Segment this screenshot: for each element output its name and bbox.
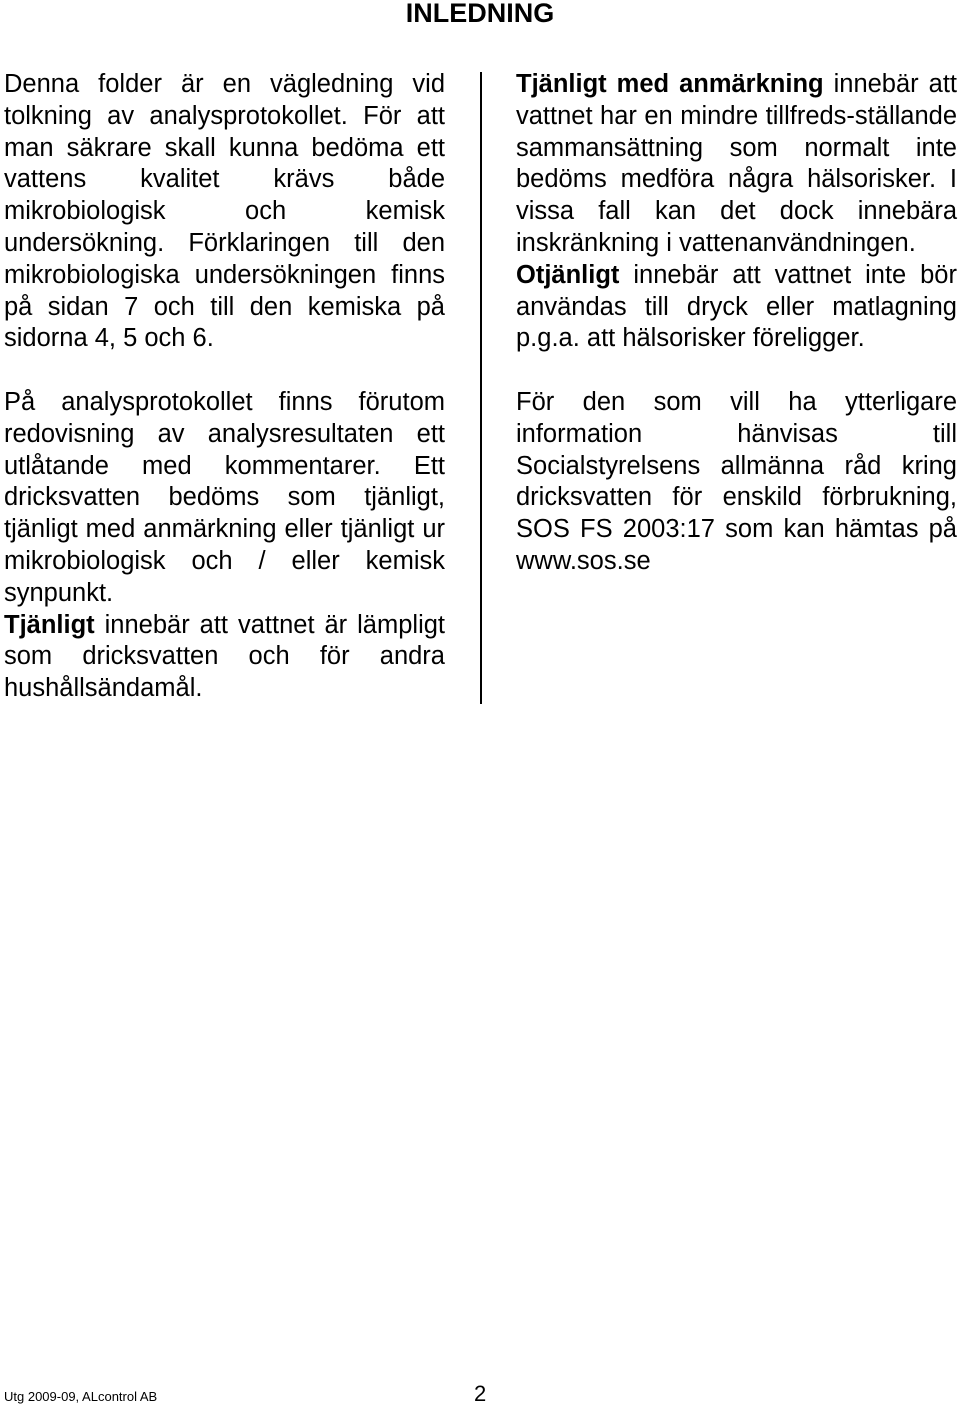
more-info-paragraph: För den som vill ha ytterligare information hänvisas till Socialstyrelsens allmänna råd kring dricksvatten för enskild förbrukning, SOS FS 2003:17 som kan hämtas på www.sos.se (516, 387, 957, 575)
tjanligt-term: Tjänligt (4, 610, 95, 639)
left-column (4, 69, 445, 705)
footer-edition: Utg 2009-09, ALcontrol AB (4, 1389, 158, 1404)
intro-paragraph: Denna folder är en vägledning vid tolkning av analysprotokollet. För att man säkrare skall kunna bedöma ett vattens kvalitet krävs både mikrobiologisk och kemisk undersökning. Förklaringen till den mikrobiologiska undersökningen finns på sidan 7 och till den kemiska på sidorna 4, 5 och 6. (4, 70, 445, 353)
tjanligt-definition: innebär att vattnet är lämpligt som dricksvatten och för andra hushållsändamål. (4, 610, 445, 703)
anmarkning-term: Tjänligt med anmärkning (516, 70, 824, 98)
column-divider (480, 72, 482, 704)
otjanligt-paragraph (516, 260, 957, 355)
tjanligt-paragraph (4, 610, 445, 705)
anmarkning-paragraph (516, 69, 957, 260)
otjanligt-term: Otjänligt (516, 260, 620, 289)
paragraph-gap (4, 355, 445, 387)
page-number: 2 (474, 1381, 487, 1406)
anmarkning-definition: innebär att vattnet har en mindre tillfreds-ställande sammansättning som normalt inte bedöms medföra några hälsorisker. I vissa fall kan det dock innebära inskränkning i vattenanvändningen. (516, 70, 958, 257)
page-title: INLEDNING (405, 0, 555, 28)
otjanligt-definition: innebär att vattnet inte bör användas till dryck eller matlagning p.g.a. att hälsorisker föreligger. (516, 260, 957, 353)
assessment-paragraph: På analysprotokollet finns förutom redovisning av analysresultaten ett utlåtande med kommentarer. Ett dricksvatten bedöms som tjänligt, tjänligt med anmärkning eller tjänligt ur mikrobiologisk och / eller kemisk synpunkt. (4, 387, 445, 607)
paragraph-gap (516, 355, 957, 387)
right-column (516, 69, 957, 578)
